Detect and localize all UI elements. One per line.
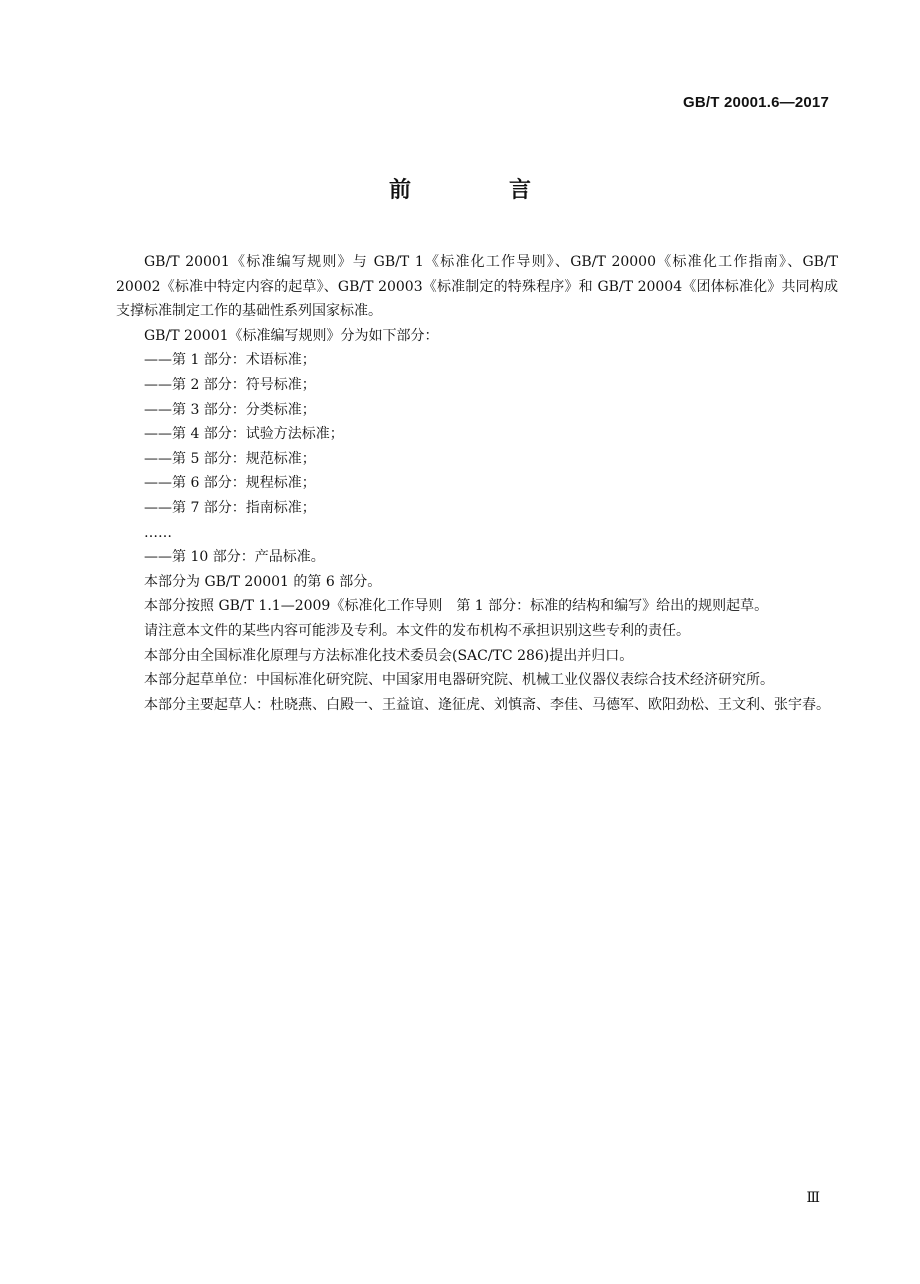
part-list-item: ——第 5 部分：规范标准；: [144, 450, 316, 467]
proposed-by-paragraph: 本部分由全国标准化原理与方法标准化技术委员会(SAC/TC 286)提出并归口。: [144, 647, 634, 664]
drafting-units-paragraph: 本部分起草单位：中国标准化研究院、中国家用电器研究院、机械工业仪器仪表综合技术经济研究所。: [144, 672, 774, 689]
part-list-item: ——第 4 部分：试验方法标准；: [144, 426, 344, 443]
intro-paragraph: GB/T 20001《标准编写规则》与 GB/T 1《标准化工作导则》、GB/T 20000《标准化工作指南》、GB/T 20002《标准中特定内容的起草》、GB/T 20003《标准制定的特殊程序》和 GB/T 20004《团体标准化》共同构成支撑标准制定工作的基础性系列国家标准。: [116, 254, 838, 320]
part-list-item: ——第 10 部分：产品标准。: [144, 549, 325, 566]
foreword-body: [116, 250, 838, 717]
part-list-item: ——第 3 部分：分类标准；: [144, 401, 316, 418]
part-list-item: ——第 2 部分：符号标准；: [144, 376, 316, 393]
standard-code-header: GB/T 20001.6—2017: [683, 94, 829, 111]
parts-intro-paragraph: GB/T 20001《标准编写规则》分为如下部分：: [144, 327, 439, 344]
patent-notice-paragraph: 请注意本文件的某些内容可能涉及专利。本文件的发布机构不承担识别这些专利的责任。: [144, 622, 690, 639]
drafters-paragraph: 本部分主要起草人：杜晓燕、白殿一、王益谊、逄征虎、刘慎斋、李佳、马德军、欧阳劲松、王文利、张宇春。: [144, 696, 830, 713]
page-number: Ⅲ: [806, 1190, 820, 1206]
page-title: 前 言: [388, 178, 569, 203]
part-list-ellipsis: ……: [144, 524, 172, 541]
part-list-item: ——第 7 部分：指南标准；: [144, 499, 316, 516]
drafting-rules-paragraph: 本部分按照 GB/T 1.1—2009《标准化工作导则 第 1 部分：标准的结构和编写》给出的规则起草。: [144, 598, 769, 615]
part-list-item: ——第 1 部分：术语标准；: [144, 352, 316, 369]
part-list-item: ——第 6 部分：规程标准；: [144, 475, 316, 492]
this-part-paragraph: 本部分为 GB/T 20001 的第 6 部分。: [144, 573, 382, 590]
